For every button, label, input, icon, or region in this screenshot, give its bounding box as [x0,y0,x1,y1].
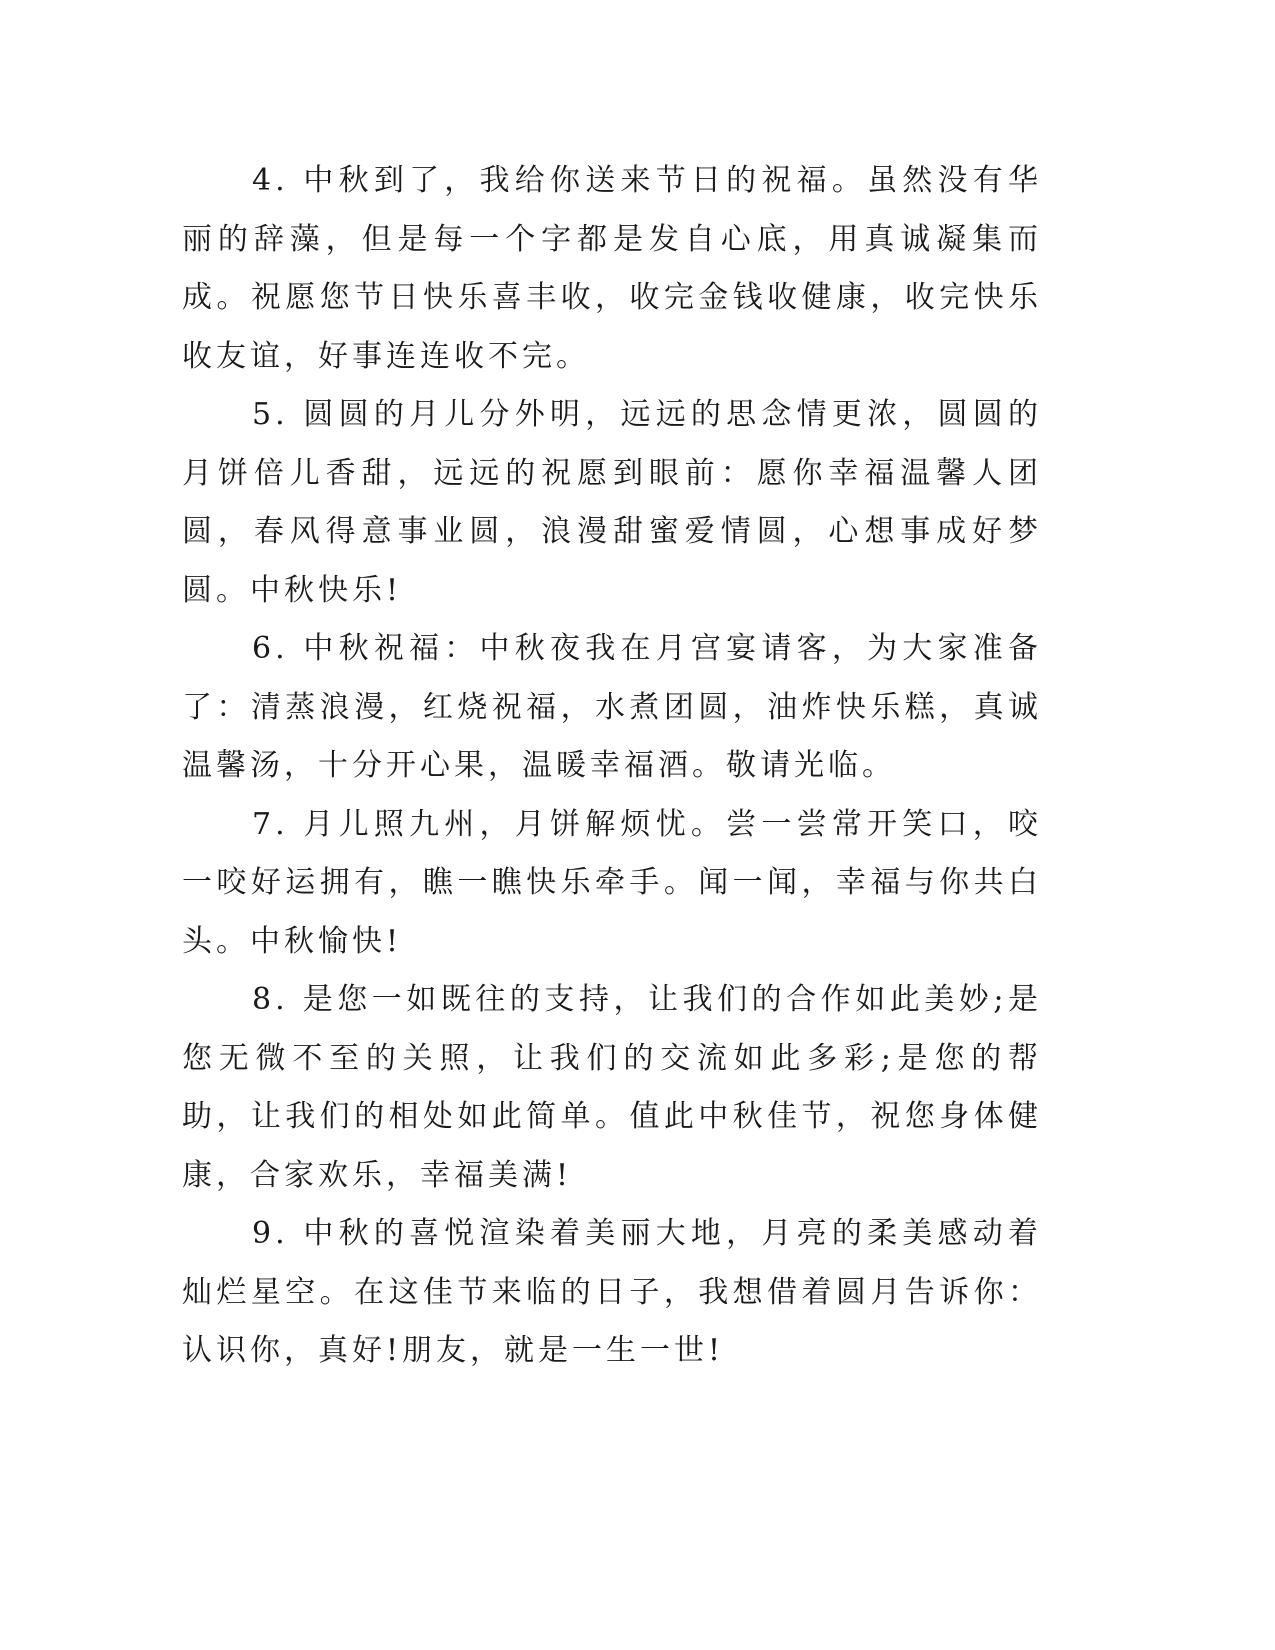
paragraph-4: 4. 中秋到了，我给你送来节日的祝福。虽然没有华丽的辞藻，但是每一个字都是发自心底，用真诚凝集而成。祝愿您节日快乐喜丰收，收完金钱收健康，收完快乐收友谊，好事连连收不完。 [182,163,1042,374]
paragraph-6: 6. 中秋祝福：中秋夜我在月宫宴请客，为大家准备了：清蒸浪漫，红烧祝福，水煮团圆，油炸快乐糕，真诚温馨汤，十分开心果，温暖幸福酒。敬请光临。 [182,631,1042,783]
document-body [182,152,1042,1381]
paragraph-5: 5. 圆圆的月儿分外明，远远的思念情更浓，圆圆的月饼倍儿香甜，远远的祝愿到眼前：愿你幸福温馨人团圆，春风得意事业圆，浪漫甜蜜爱情圆，心想事成好梦圆。中秋快乐! [182,397,1042,608]
paragraph-7: 7. 月儿照九州，月饼解烦忧。尝一尝常开笑口，咬一咬好运拥有，瞧一瞧快乐牵手。闻一闻，幸福与你共白头。中秋愉快! [182,806,1042,959]
paragraph-8: 8. 是您一如既往的支持，让我们的合作如此美妙;是您无微不至的关照，让我们的交流如此多彩;是您的帮助，让我们的相处如此简单。值此中秋佳节，祝您身体健康，合家欢乐，幸福美满! [182,982,1042,1193]
paragraph-9: 9. 中秋的喜悦渲染着美丽大地，月亮的柔美感动着灿烂星空。在这佳节来临的日子，我想借着圆月告诉你：认识你，真好!朋友，就是一生一世! [182,1216,1042,1368]
